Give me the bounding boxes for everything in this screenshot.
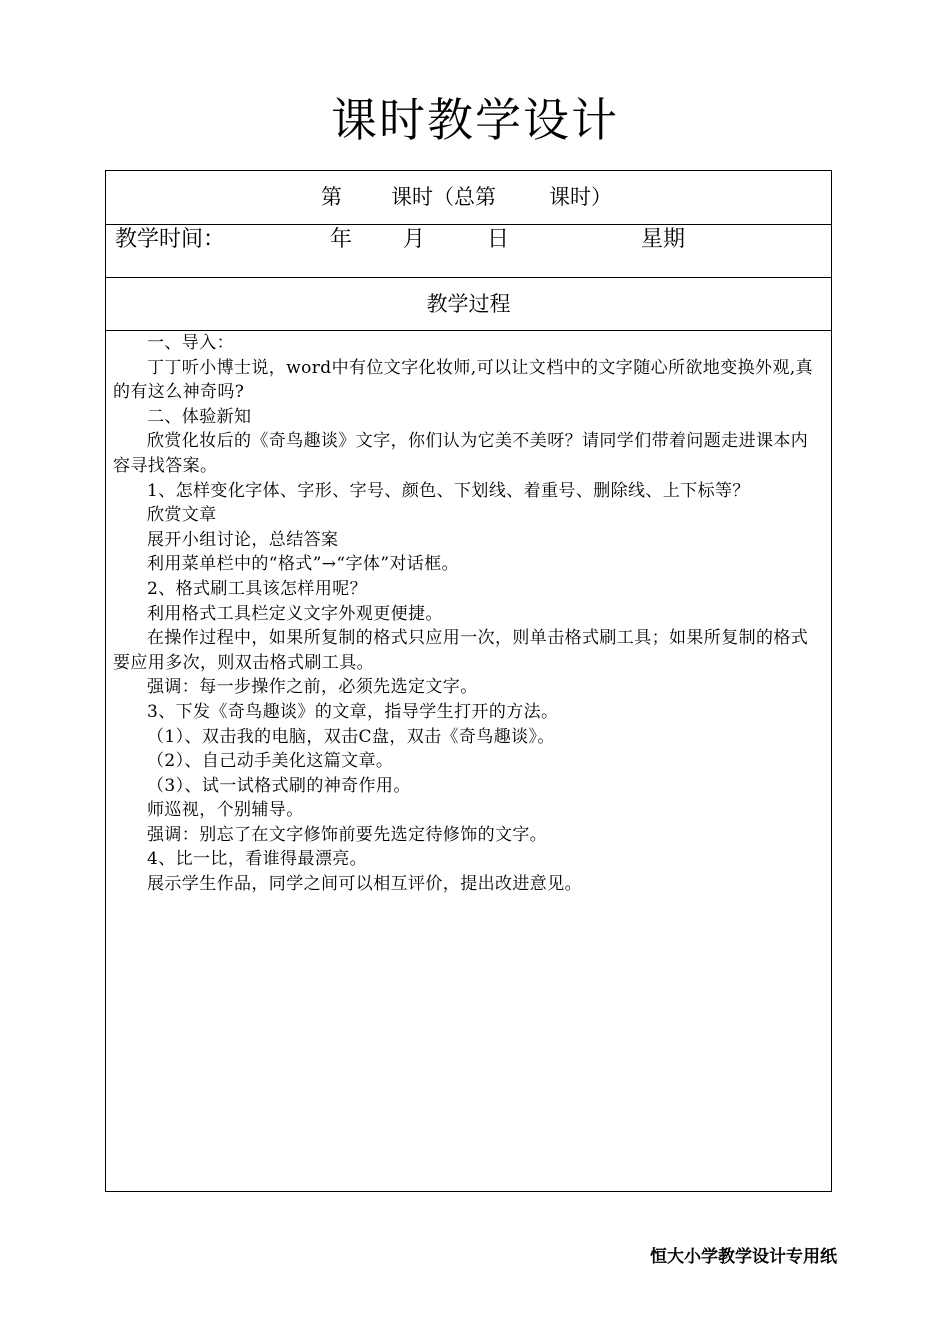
content-paragraph: 欣赏文章 — [147, 505, 217, 526]
teaching-time-row — [106, 225, 831, 278]
content-paragraph: 二、体验新知 — [147, 406, 252, 427]
content-paragraph: 在操作过程中，如果所复制的格式只应用一次，则单击格式刷工具；如果所复制的格式要应用多次，则双击格式刷工具。 — [113, 628, 809, 673]
lesson-number-row — [106, 171, 831, 225]
year-label: 年 — [330, 227, 353, 252]
content-paragraph: 利用格式工具栏定义文字外观更便捷。 — [147, 603, 443, 624]
content-paragraph: 师巡视，个别辅导。 — [147, 800, 304, 821]
process-content — [106, 331, 831, 897]
content-paragraph: 2、格式刷工具该怎样用呢？ — [147, 578, 368, 599]
lesson-suffix: 课时） — [549, 185, 612, 209]
content-paragraph: （2）、自己动手美化这篇文章。 — [147, 751, 394, 772]
content-paragraph: 3、下发《奇鸟趣谈》的文章，指导学生打开的方法。 — [147, 701, 559, 722]
lesson-plan-table — [105, 170, 832, 1192]
time-label: 教学时间： — [115, 227, 226, 252]
content-paragraph: （1）、双击我的电脑，双击C盘，双击《奇鸟趣谈》。 — [147, 726, 555, 747]
content-paragraph: 展开小组讨论，总结答案 — [147, 529, 339, 550]
content-paragraph: 利用菜单栏中的“格式”→“字体”对话框。 — [147, 554, 460, 575]
content-paragraph: （3）、试一试格式刷的神奇作用。 — [147, 775, 411, 796]
content-paragraph: 1、怎样变化字体、字形、字号、颜色、下划线、着重号、删除线、上下标等？ — [147, 480, 750, 501]
content-paragraph: 强调：每一步操作之前，必须先选定文字。 — [147, 677, 478, 698]
footer-note: 恒大小学教学设计专用纸 — [650, 1247, 837, 1267]
page-title: 课时教学设计 — [331, 93, 619, 147]
content-paragraph: 展示学生作品，同学之间可以相互评价，提出改进意见。 — [147, 874, 582, 895]
content-paragraph: 强调：别忘了在文字修饰前要先选定待修饰的文字。 — [147, 824, 548, 845]
content-paragraph: 一、导入： — [147, 333, 234, 353]
process-title-row — [106, 278, 831, 331]
weekday-label: 星期 — [641, 227, 686, 252]
lesson-mid: 课时（总第 — [391, 185, 496, 209]
process-title: 教学过程 — [426, 292, 511, 316]
lesson-prefix: 第 — [321, 185, 342, 209]
content-paragraph: 欣赏化妆后的《奇鸟趣谈》文字，你们认为它美不美呀？请同学们带着问题走进课本内容寻找答案。 — [113, 431, 809, 476]
day-label: 日 — [487, 227, 510, 252]
month-label: 月 — [403, 227, 426, 252]
content-paragraph: 丁丁听小博士说，word中有位文字化妆师,可以让文档中的文字随心所欲地变换外观,真的有这么神奇吗? — [113, 357, 814, 403]
content-paragraph: 4、比一比，看谁得最漂亮。 — [147, 849, 368, 870]
